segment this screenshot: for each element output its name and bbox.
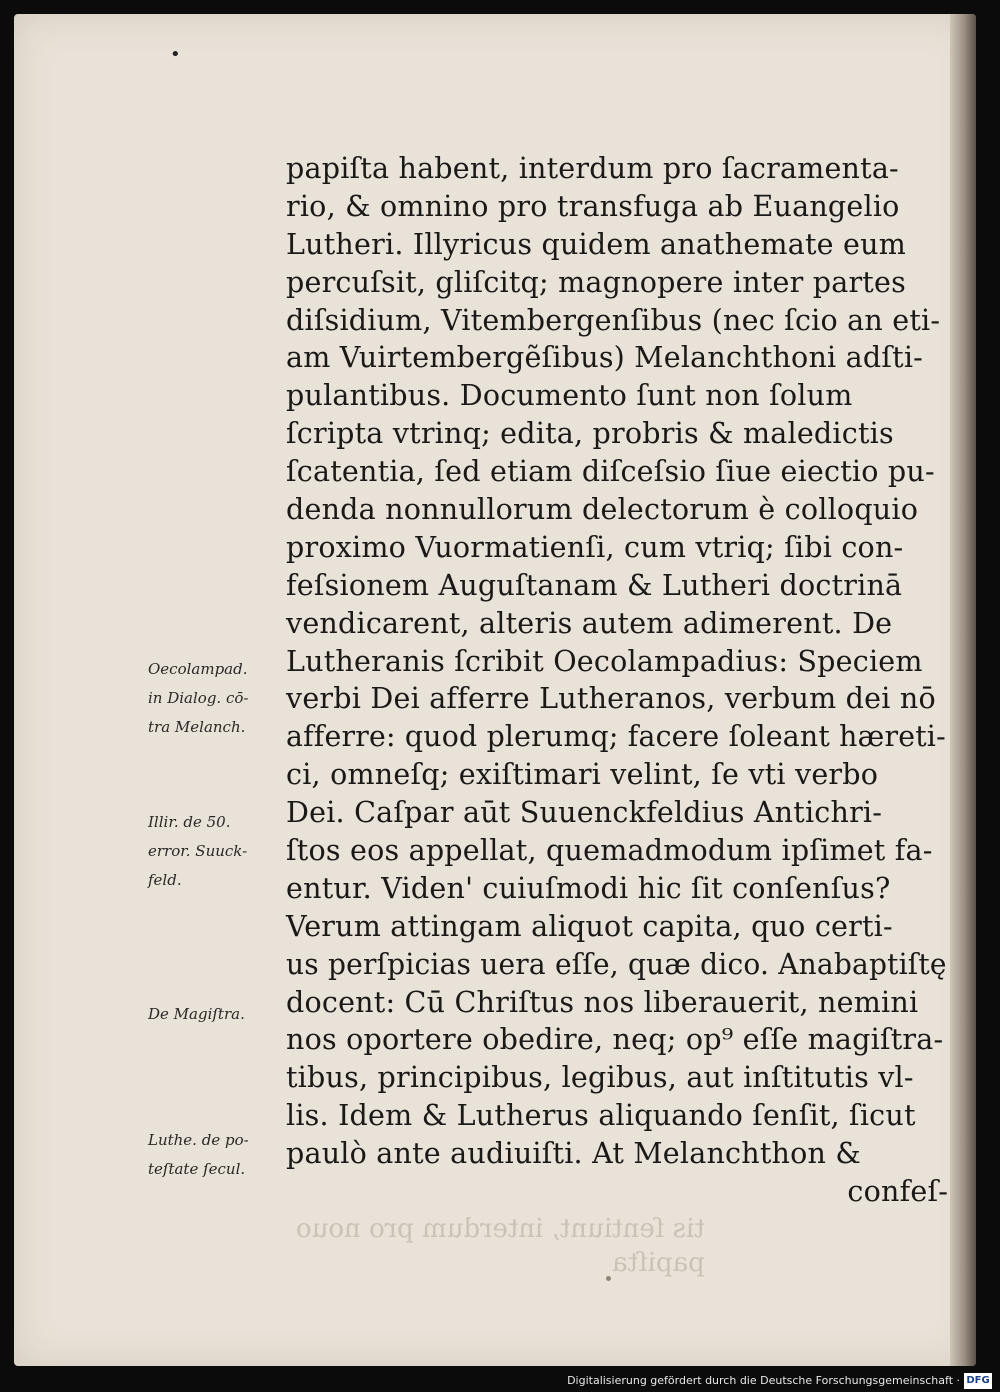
margin-note-line: teſtate ſecul.: [148, 1160, 246, 1178]
dfg-logo: DFG: [964, 1373, 992, 1389]
text-line: nos oportere obedire, neq; op⁹ eſſe magiſtra-: [286, 1022, 944, 1057]
margin-note-line: error. Suuck-: [148, 842, 248, 860]
text-line: proximo Vuormatienſi, cum vtriq; ſibi con-: [286, 529, 904, 564]
margin-note-line: feld.: [148, 871, 182, 889]
margin-note-illir: [148, 808, 288, 895]
text-line: ſtos eos appellat, quemadmodum ipſimet fa-: [286, 833, 933, 868]
text-line: ſcripta vtrinq; edita, probris & maledictis: [286, 416, 894, 451]
margin-note-magistra: [148, 1000, 288, 1029]
text-line: paulò ante audiuiſti. At Melanchthon &: [286, 1136, 862, 1171]
show-through-line: tis ſentiunt, interdum pro nouo: [296, 1214, 705, 1244]
text-line: Lutheri. Illyricus quidem anathemate eum: [286, 226, 906, 261]
text-line: feſsionem Auguſtanam & Lutheri doctrinā: [286, 567, 903, 602]
book-page: [14, 14, 976, 1366]
show-through-line: papiſta: [612, 1248, 705, 1278]
text-line: pulantibus. Documento ſunt non ſolum: [286, 378, 853, 413]
margin-note-line: Luthe. de po-: [148, 1131, 249, 1149]
paper-speck: [606, 1276, 611, 1281]
digitization-footer: [0, 1370, 1000, 1392]
text-line: tibus, principibus, legibus, aut inſtitutis vl-: [286, 1060, 914, 1095]
text-line: Verum attingam aliquot capita, quo certi-: [286, 908, 893, 943]
margin-note-line: Oecolampad.: [148, 660, 248, 678]
text-line: Dei. Caſpar aūt Suuenckfeldius Antichri-: [286, 795, 883, 830]
text-line: us perſpicias uera eſſe, quæ dico. Anabaptiſtę: [286, 946, 947, 981]
text-line: vendicarent, alteris autem adimerent. De: [286, 605, 893, 640]
text-line: afferre: quod plerumq; facere ſoleant hæreti-: [286, 719, 946, 754]
text-line: lis. Idem & Lutherus aliquando ſenſit, ſicut: [286, 1098, 916, 1133]
margin-note-oecolampad: [148, 655, 288, 742]
text-line: papiſta habent, interdum pro ſacramenta-: [286, 151, 899, 185]
margin-note-line: De Magiſtra.: [148, 1005, 245, 1023]
text-line: Lutheranis ſcribit Oecolampadius: Speciem: [286, 643, 923, 678]
main-text-column: [286, 150, 956, 1211]
show-through-text: [296, 1212, 705, 1280]
text-line: ſcatentia, ſed etiam diſceſsio ſiue eiectio pu-: [286, 454, 935, 489]
text-line: diſsidium, Vitembergenſibus (nec ſcio an eti-: [286, 302, 941, 337]
text-line: rio, & omnino pro transfuga ab Euangelio: [286, 188, 900, 223]
margin-note-line: tra Melanch.: [148, 718, 246, 736]
margin-note-line: Illir. de 50.: [148, 813, 231, 831]
text-line: docent: Cū Chriſtus nos liberauerit, nemini: [286, 984, 919, 1019]
footer-credit: Digitalisierung gefördert durch die Deutsche Forschungsgemeinschaft ·: [567, 1374, 960, 1387]
text-line: ci, omneſq; exiſtimari velint, ſe vti verbo: [286, 757, 879, 792]
margin-note-line: in Dialog. cō-: [148, 689, 249, 707]
text-line: am Vuirtembergẽſibus) Melanchthoni adſti-: [286, 340, 924, 375]
margin-note-luthe: [148, 1126, 288, 1184]
text-line: verbi Dei afferre Lutheranos, verbum dei nō: [286, 681, 936, 716]
text-line: denda nonnullorum delectorum è colloquio: [286, 492, 919, 527]
text-line: percuſsit, gliſcitq; magnopere inter partes: [286, 264, 906, 299]
text-line: confeſ-: [847, 1174, 949, 1209]
corner-mark: •: [170, 44, 181, 65]
text-line: entur. Viden' cuiuſmodi hic ſit conſenſus?: [286, 870, 891, 905]
